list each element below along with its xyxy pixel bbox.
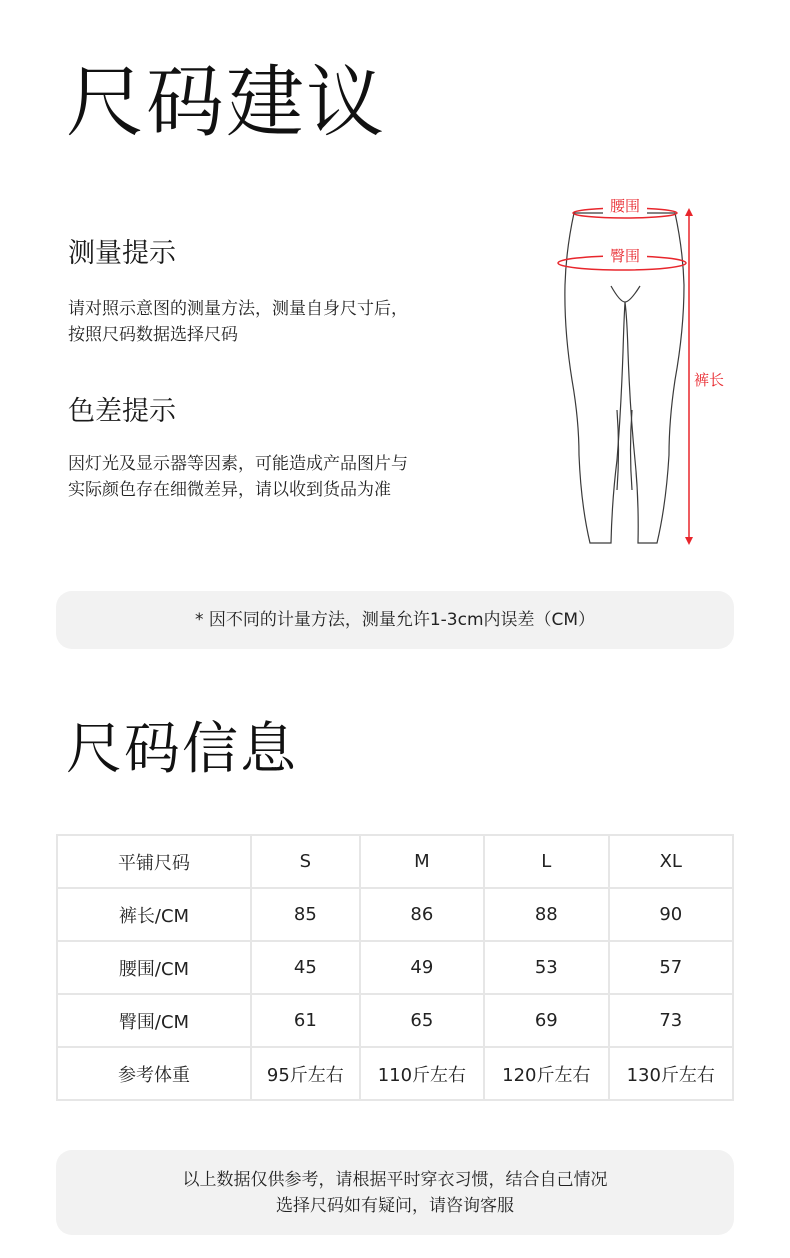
table-cell: 73	[609, 994, 733, 1047]
table-row	[57, 941, 733, 994]
size-table	[56, 834, 734, 1101]
measure-tip-line: 按照尺码数据选择尺码	[68, 325, 238, 345]
table-cell: 57	[609, 941, 733, 994]
table-cell: 49	[360, 941, 484, 994]
table-cell: 130斤左右	[609, 1047, 733, 1100]
measurement-error-note: * 因不同的计量方法，测量允许1-3cm内误差（CM）	[56, 591, 734, 649]
length-label: 裤长	[694, 371, 725, 389]
row-label-cell: 腰围/CM	[57, 941, 251, 994]
pants-measurement-diagram	[548, 190, 748, 560]
table-row	[57, 994, 733, 1047]
table-cell: 69	[484, 994, 608, 1047]
table-cell: XL	[609, 835, 733, 888]
table-cell: 90	[609, 888, 733, 941]
table-cell: 45	[251, 941, 360, 994]
table-row	[57, 888, 733, 941]
measure-tip-title: 测量提示	[68, 238, 176, 269]
table-cell: M	[360, 835, 484, 888]
arrow-down-icon	[685, 537, 693, 545]
arrow-up-icon	[685, 208, 693, 216]
table-cell: 120斤左右	[484, 1047, 608, 1100]
row-label-cell: 臀围/CM	[57, 994, 251, 1047]
row-label-cell: 裤长/CM	[57, 888, 251, 941]
size-advice-title: 尺码建议	[66, 58, 387, 148]
table-cell: 86	[360, 888, 484, 941]
measure-tip-line: 请对照示意图的测量方法，测量自身尺寸后，	[68, 299, 408, 319]
table-cell: 53	[484, 941, 608, 994]
row-label-cell: 平铺尺码	[57, 835, 251, 888]
table-cell: 95斤左右	[251, 1047, 360, 1100]
color-tip-title: 色差提示	[68, 396, 176, 427]
color-tip-text	[68, 451, 408, 503]
measure-tip-text	[68, 296, 408, 348]
table-cell: 61	[251, 994, 360, 1047]
reference-note-line: 选择尺码如有疑问，请咨询客服	[276, 1196, 514, 1216]
size-info-title: 尺码信息	[66, 717, 298, 782]
table-row	[57, 1047, 733, 1100]
hip-label: 臀围	[609, 247, 641, 265]
row-label-cell: 参考体重	[57, 1047, 251, 1100]
reference-note	[56, 1150, 734, 1235]
table-cell: 85	[251, 888, 360, 941]
color-tip-line: 因灯光及显示器等因素，可能造成产品图片与	[68, 454, 408, 474]
reference-note-line: 以上数据仅供参考，请根据平时穿衣习惯，结合自己情况	[182, 1170, 608, 1190]
table-cell: 88	[484, 888, 608, 941]
table-header-row	[57, 835, 733, 888]
table-cell: S	[251, 835, 360, 888]
waist-label: 腰围	[609, 197, 641, 215]
table-cell: 110斤左右	[360, 1047, 484, 1100]
color-tip-line: 实际颜色存在细微差异，请以收到货品为准	[68, 480, 391, 500]
table-cell: 65	[360, 994, 484, 1047]
table-cell: L	[484, 835, 608, 888]
